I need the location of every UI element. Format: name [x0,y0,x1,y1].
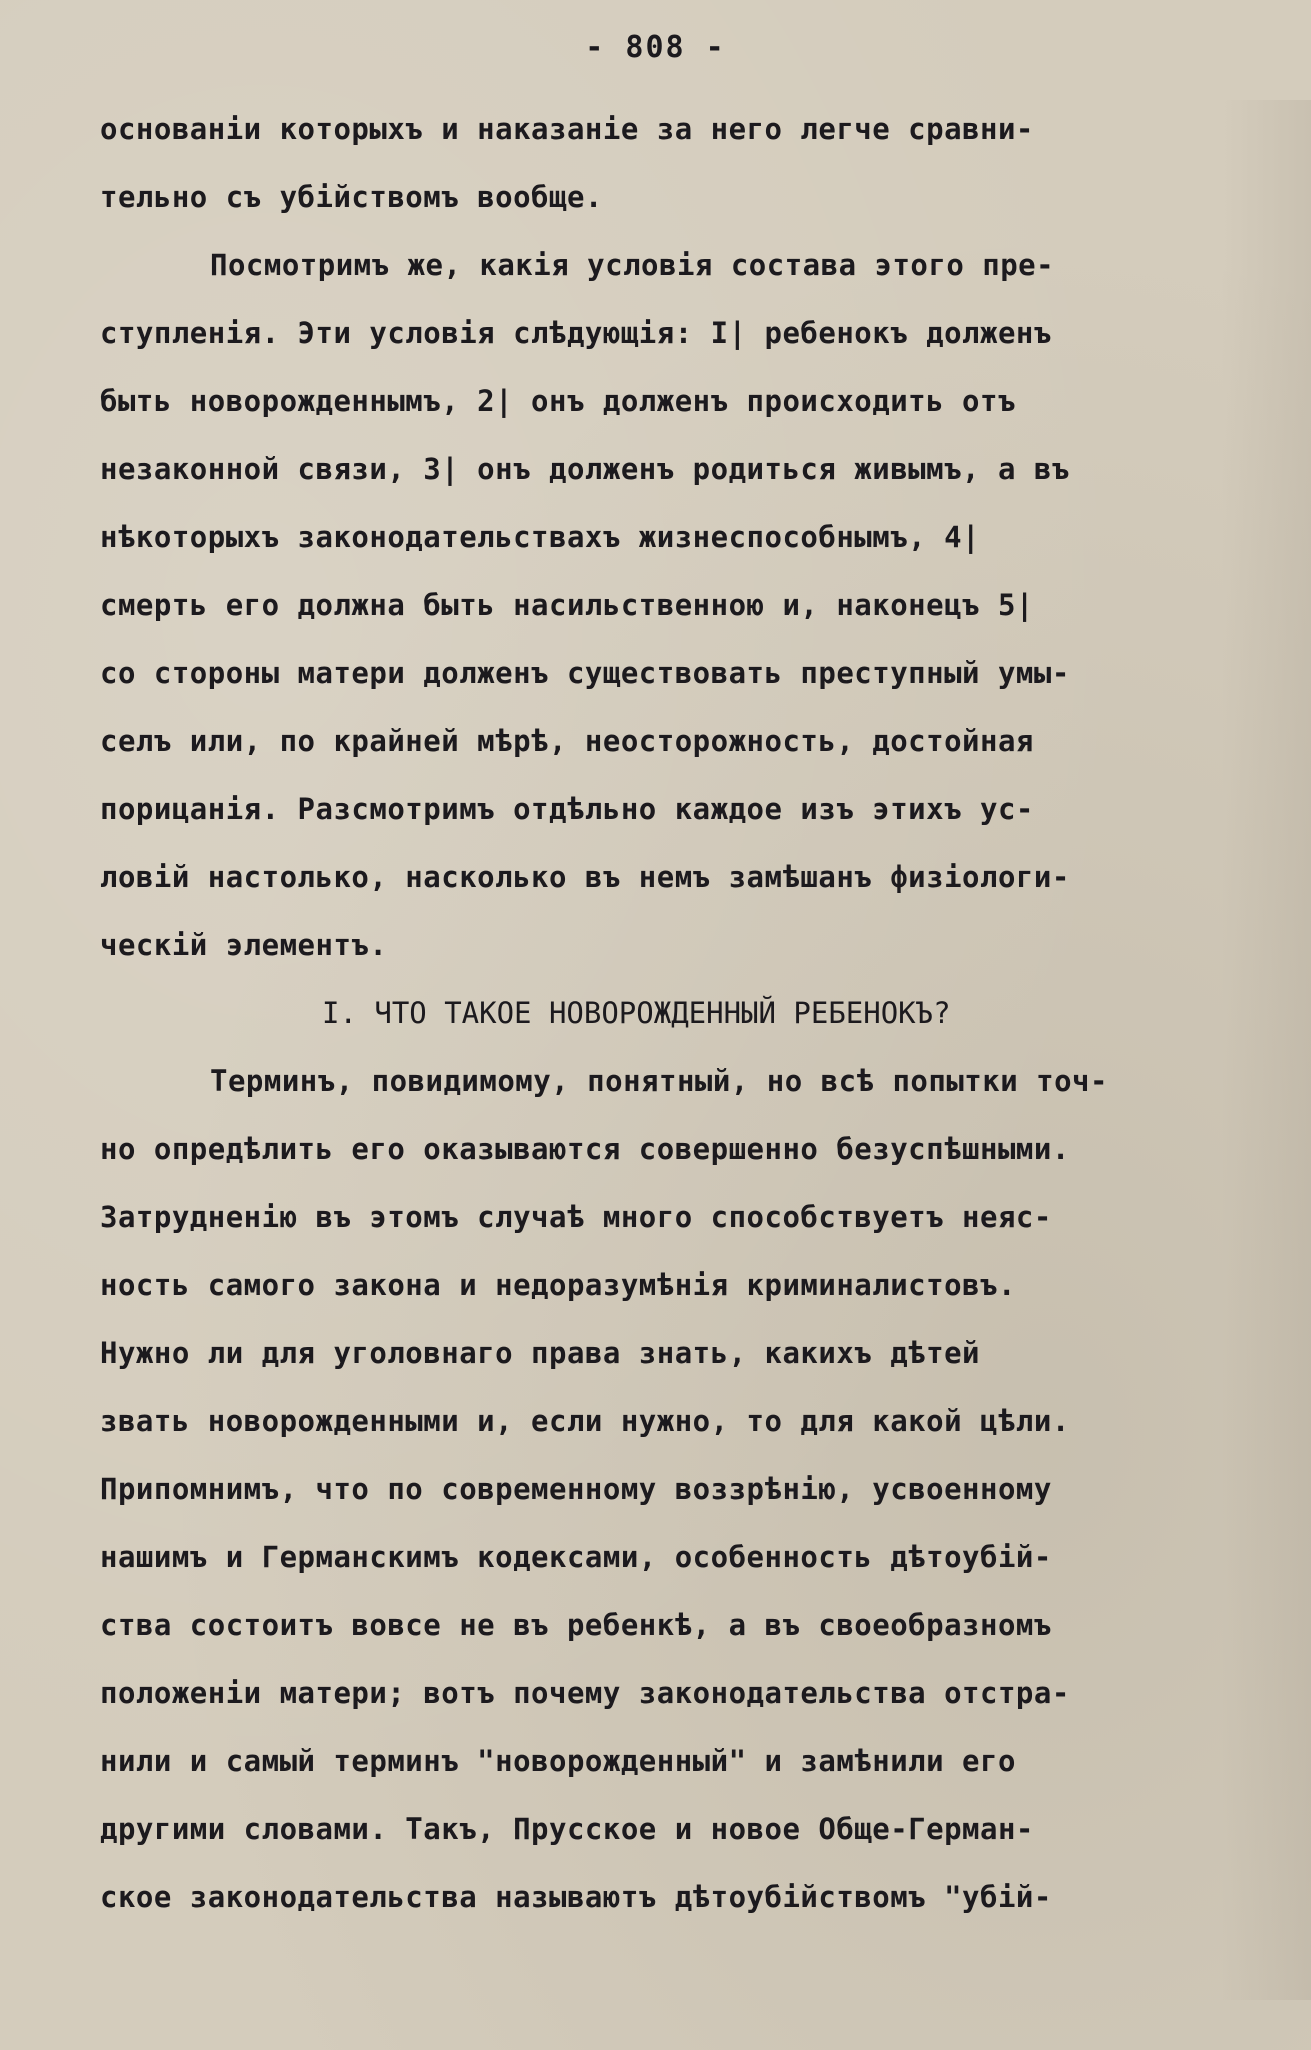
text-line: Затрудненiю въ этомъ случаѣ много способствуетъ неяс- [100,1200,1052,1234]
paper-edge-shadow [1221,100,1311,2000]
text-line: ческiй элементъ. [100,928,388,962]
text-line: селъ или, по крайней мѣрѣ, неосторожность, достойная [100,724,1034,758]
text-line: быть новорожденнымъ, 2| онъ долженъ происходить отъ [100,384,1016,418]
text-line: смерть его должна быть насильственною и, наконецъ 5| [100,588,1034,622]
text-line: ность самого закона и недоразумѣнiя криминалистовъ. [100,1268,1016,1302]
text-line: основанiи которыхъ и наказанiе за него легче сравни- [100,112,1034,146]
section-heading: I. ЧТО ТАКОЕ НОВОРОЖДЕННЫЙ РЕБЕНОКЪ? [322,996,951,1030]
page-number: - 808 - [585,30,726,65]
text-line: порицанiя. Разсмотримъ отдѣльно каждое изъ этихъ ус- [100,792,1034,826]
text-line: ловiй настолько, насколько въ немъ замѣшанъ физiологи- [100,860,1070,894]
text-line: другими словами. Такъ, Прусское и новое Обще-Герман- [100,1812,1034,1846]
text-line: нѣкоторыхъ законодательствахъ жизнеспособнымъ, 4| [100,520,981,554]
text-line: ства состоитъ вовсе не въ ребенкѣ, а въ своеобразномъ [100,1608,1052,1642]
text-line: положенiи матери; вотъ почему законодательства отстра- [100,1676,1070,1710]
text-line: звать новорожденными и, если нужно, то для какой цѣли. [100,1404,1070,1438]
text-line: незаконной связи, 3| онъ долженъ родиться живымъ, а въ [100,452,1070,486]
text-line: Нужно ли для уголовнаго права знать, какихъ дѣтей [100,1336,981,1370]
text-line: но опредѣлить его оказываются совершенно безуспѣшными. [100,1132,1070,1166]
paragraph-start: Терминъ, повидимому, понятный, но всѣ попытки точ- [210,1064,1108,1098]
text-line: ское законодательства называютъ дѣтоубiйствомъ "убiй- [100,1880,1052,1914]
text-line: ступленiя. Эти условiя слѣдующiя: I| ребенокъ долженъ [100,316,1052,350]
text-line: нили и самый терминъ "новорожденный" и замѣнили его [100,1744,1016,1778]
body-text [100,95,1250,1931]
text-line: тельно съ убiйствомъ вообще. [100,180,603,214]
text-line: со стороны матери долженъ существовать преступный умы- [100,656,1070,690]
text-line: Припомнимъ, что по современному воззрѣнiю, усвоенному [100,1472,1052,1506]
text-line: нашимъ и Германскимъ кодексами, особенность дѣтоубiй- [100,1540,1052,1574]
paragraph-start: Посмотримъ же, какiя условiя состава этого пре- [210,248,1055,282]
